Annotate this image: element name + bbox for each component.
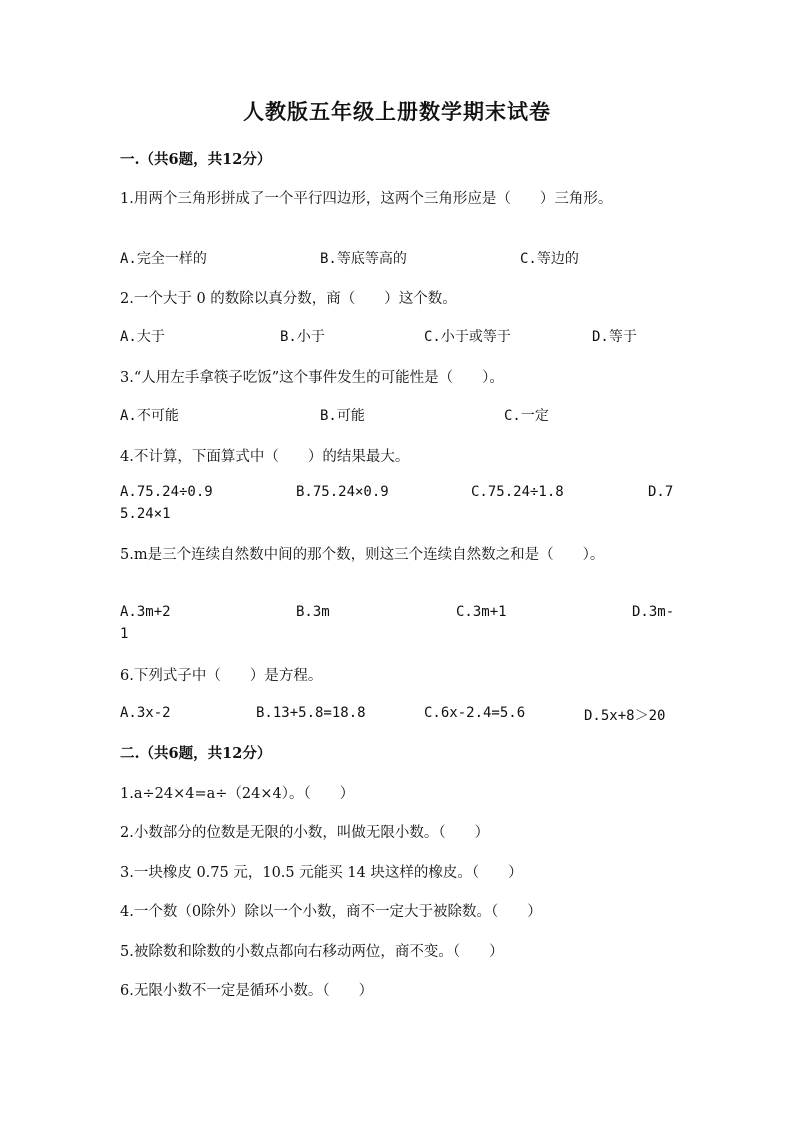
option-1-3-b: B.可能: [320, 408, 365, 424]
question-1-3: 3.“人用左手拿筷子吃饭”这个事件发生的可能性是（ ）。: [120, 370, 504, 386]
option-1-1-c: C.等边的: [520, 251, 579, 267]
question-1-4: 4.不计算，下面算式中（ ）的结果最大。: [120, 449, 410, 465]
option-1-5-c: C.3m+1: [456, 604, 507, 620]
section-1-heading: 一.（共6题，共12分）: [120, 151, 272, 168]
question-2-3: 3.一块橡皮 0.75 元，10.5 元能买 14 块这样的橡皮。（ ）: [120, 865, 523, 881]
question-2-5: 5.被除数和除数的小数点都向右移动两位，商不变。（ ）: [120, 944, 504, 960]
option-1-5-a: A.3m+2: [120, 604, 171, 620]
option-1-5-d: D.3m-: [632, 604, 675, 620]
option-1-2-c: C.小于或等于: [424, 329, 511, 345]
question-2-1: 1.a÷24×4=a÷（24×4）。（ ）: [120, 786, 355, 802]
option-1-2-b: B.小于: [280, 329, 325, 345]
option-1-6-a: A.3x-2: [120, 705, 171, 721]
option-1-1-b: B.等底等高的: [320, 251, 407, 267]
option-1-4-d-wrap: 5.24×1: [120, 506, 171, 522]
option-1-2-d: D.等于: [592, 329, 637, 345]
question-2-4: 4.一个数（0除外）除以一个小数，商不一定大于被除数。（ ）: [120, 904, 542, 920]
option-1-6-d: D.5x+8＞20: [584, 708, 666, 724]
option-1-4-a: A.75.24÷0.9: [120, 484, 213, 500]
question-1-1: 1.用两个三角形拼成了一个平行四边形，这两个三角形应是（ ）三角形。: [120, 191, 613, 207]
option-1-5-b: B.3m: [296, 604, 330, 620]
question-2-6: 6.无限小数不一定是循环小数。（ ）: [120, 983, 374, 999]
option-1-3-a: A.不可能: [120, 408, 179, 424]
option-1-4-c: C.75.24÷1.8: [471, 484, 564, 500]
option-1-4-d: D.7: [648, 484, 674, 500]
section-2-heading: 二.（共6题，共12分）: [120, 745, 272, 762]
option-1-5-d-wrap: 1: [120, 626, 129, 642]
option-1-6-b: B.13+5.8=18.8: [256, 705, 366, 721]
question-2-2: 2.小数部分的位数是无限的小数，叫做无限小数。（ ）: [120, 825, 490, 841]
question-1-5: 5.m是三个连续自然数中间的那个数，则这三个连续自然数之和是（ ）。: [120, 547, 605, 563]
option-1-1-a: A.完全一样的: [120, 251, 207, 267]
question-1-6: 6.下列式子中（ ）是方程。: [120, 668, 323, 684]
option-1-2-a: A.大于: [120, 329, 165, 345]
question-1-2: 2.一个大于 0 的数除以真分数，商（ ）这个数。: [120, 291, 457, 307]
option-1-4-b: B.75.24×0.9: [296, 484, 389, 500]
page-title: 人教版五年级上册数学期末试卷: [243, 99, 551, 124]
option-1-3-c: C.一定: [504, 408, 549, 424]
option-1-6-c: C.6x-2.4=5.6: [424, 705, 526, 721]
